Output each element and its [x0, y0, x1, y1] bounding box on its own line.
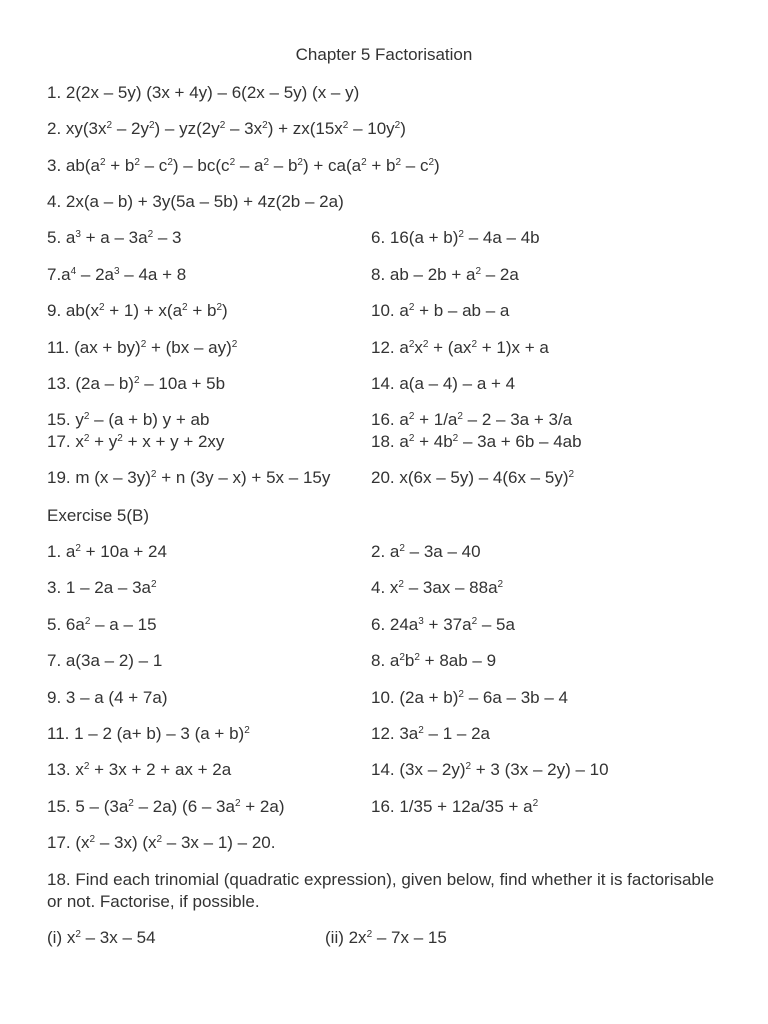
- question-b16: 16. $1/35 + 12a/35 + a^2$: [371, 797, 539, 816]
- question-a16: 16. $a^2 + 1/a^2 - 2 - 3a + 3/a$: [371, 410, 573, 429]
- exercise-heading: Exercise 5(B): [47, 506, 150, 525]
- question-b13: 13. $x^2 + 3x + 2$ + ax + 2a: [47, 760, 232, 779]
- question-a17: 17. $x^2 + y^2 + x + y + 2xy$: [47, 432, 225, 451]
- question-b4: 4. $x^2 - 3ax - 88a^2$: [371, 578, 504, 597]
- question-a11: 11. (ax + by)$^2$ + (bx – ay)$^2$: [47, 338, 238, 357]
- page-title: Chapter 5 Factorisation: [295, 45, 473, 64]
- question-b1: 1. $a^2 + 10a + 24$: [47, 542, 167, 561]
- question-b18: 18. Find each trinomial (quadratic expression), given below, find whether it is factorisable or not. Factorise, if possible.: [47, 870, 715, 911]
- question-b2: 2. $a^2 - 3a - 40$: [371, 542, 481, 561]
- question-b11: 11. 1 – 2 (a+ b) – 3 $(a + b)^2$: [47, 724, 250, 743]
- question-b6: 6. $24a^3 + 37a^2 - 5a$: [371, 615, 515, 634]
- question-b5: 5. $6a^2$ – a – 15: [47, 615, 157, 634]
- question-b14: 14. (3x – 2y)$^2$ + 3 (3x – 2y) – 10: [371, 760, 609, 779]
- question-b8: 8. $a^2b^2 + 8ab - 9$: [371, 651, 497, 670]
- question-a7: $7.a^4 - 2a^3 - 4a + 8$: [47, 265, 187, 284]
- question-a8: 8. ab – $2b + a^2 - 2a$: [371, 265, 519, 284]
- question-b15: 15. $5 - (3a^2 - 2a)$ $(6 - 3a^2 + 2a)$: [47, 797, 285, 816]
- question-a15: 15. $y^2 - (a + b) y$ + ab: [47, 410, 210, 429]
- question-b9: 9. 3 – a (4 + 7a): [47, 688, 168, 707]
- question-a6: 6. $16(a + b)^2 - 4a - 4b$: [371, 228, 540, 247]
- question-b3: 3. $1 - 2a - 3a^2$: [47, 578, 157, 597]
- question-a9: 9. $ab(x^2 + 1) + x(a^2 + b^2)$: [47, 301, 228, 320]
- question-a5: 5. $a^3 + a - 3a^2 - 3$: [47, 228, 182, 247]
- question-a1: 1. 2(2x – 5y) (3x + 4y) – 6(2x – 5y) (x – y): [47, 83, 360, 102]
- question-b7: 7. a(3a – 2) – 1: [47, 651, 163, 670]
- question-a14: 14. a(a – 4) – a + 4: [371, 374, 516, 393]
- question-a3: 3. $ab(a^2 + b^2 - c^2) - bc(c^2 - a^2 - b^2) + ca(a^2 + b^2 - c^2)$: [47, 156, 440, 175]
- question-a19: 19. m (x – 3y)$^2$ + n (3y – x) + 5x – 15y: [47, 468, 331, 487]
- question-a12: 12. $a^2x^2 + (ax^2 + 1)x + a$: [371, 338, 549, 357]
- question-b18-i: (i) $x^2 - 3x - 54$: [47, 928, 156, 947]
- question-a4: 4. 2x(a – b) + 3y(5a – 5b) + 4z(2b – 2a): [47, 192, 344, 211]
- question-b17: 17. $(x^2 - 3x)$ $(x^2 - 3x - 1) - 20$.: [47, 833, 276, 852]
- question-a10: 10. $a^2 + b$ – ab – a: [371, 301, 510, 320]
- question-b12: 12. $3a^2 - 1 - 2a$: [371, 724, 490, 743]
- question-b10: 10. $(2a + b)^2 - 6a - 3b - 4$: [371, 688, 568, 707]
- question-a2: 2. $xy(3x^2 - 2y^2) - yz(2y^2 - 3x^2) + zx(15x^2 - 10y^2)$: [47, 119, 406, 138]
- question-a13: 13. (2a – b)$^2$ – 10a + 5b: [47, 374, 226, 393]
- question-a20: 20. x(6x – 5y) – 4(6x – 5y)$^2$: [371, 468, 575, 487]
- question-a18: 18. $a^2 + 4b^2 - 3a + 6b - 4ab$: [371, 432, 582, 451]
- question-b18-ii: (ii) $2x^2 - 7x - 15$: [325, 928, 447, 947]
